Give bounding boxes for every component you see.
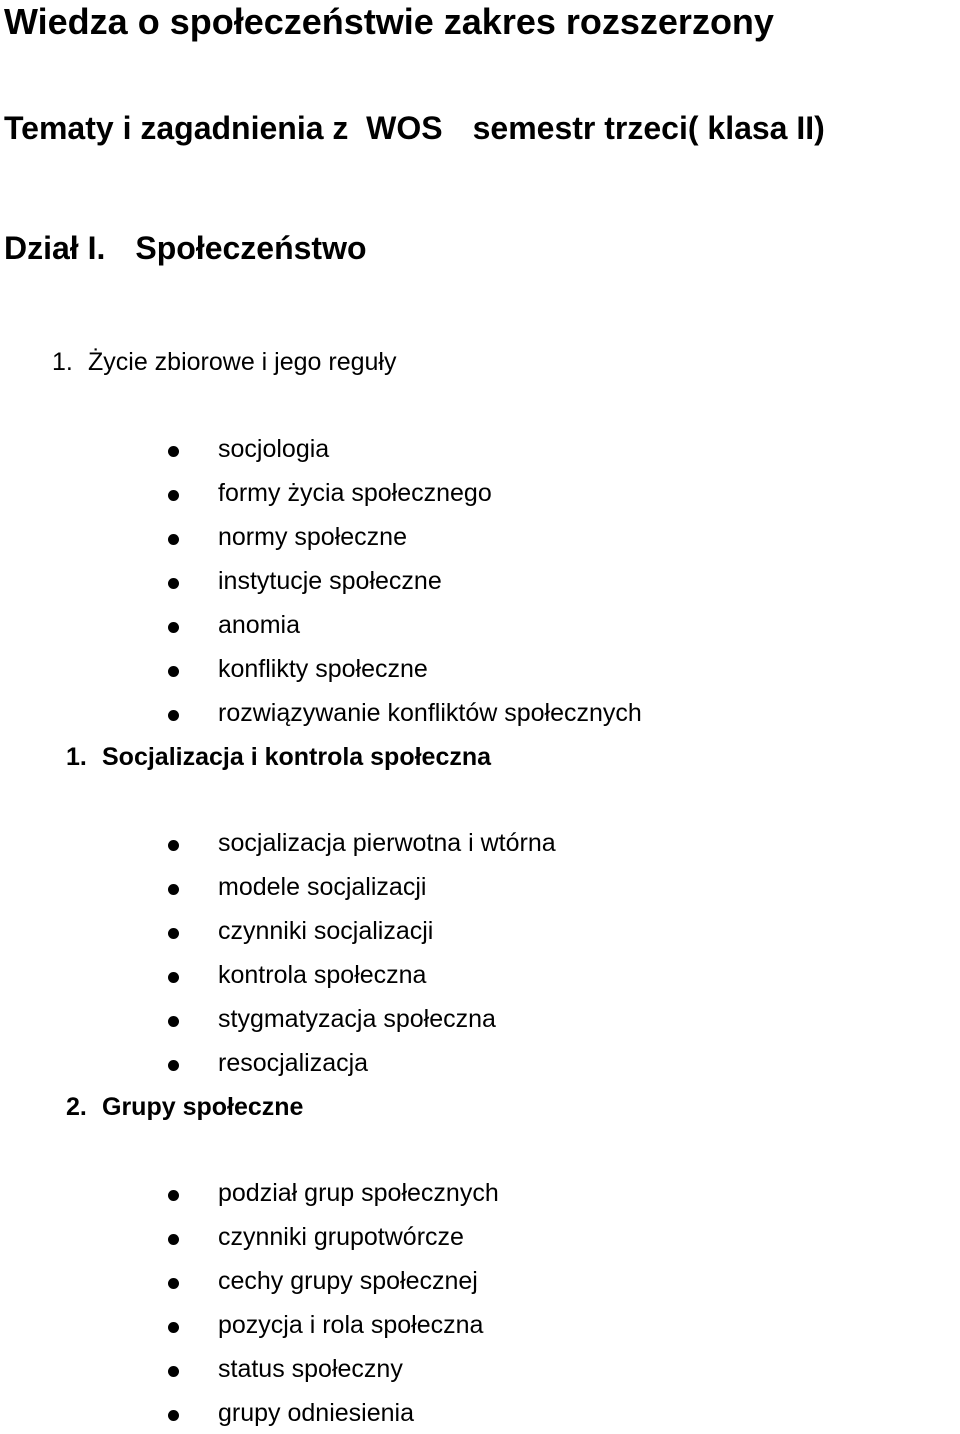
list-item: socjalizacja pierwotna i wtórna bbox=[218, 829, 556, 857]
topic-heading-2 bbox=[66, 745, 491, 770]
bullet-icon bbox=[168, 928, 179, 939]
bullet-icon bbox=[168, 1410, 179, 1421]
topic-title: Grupy społeczne bbox=[102, 1093, 304, 1121]
list-item: instytucje społeczne bbox=[218, 567, 442, 595]
list-item: socjologia bbox=[218, 435, 330, 463]
list-item: pozycja i rola społeczna bbox=[218, 1311, 484, 1339]
list-item: anomia bbox=[218, 611, 300, 639]
bullet-icon bbox=[168, 1016, 179, 1027]
bullet-icon bbox=[168, 884, 179, 895]
list-item: formy życia społecznego bbox=[218, 479, 492, 507]
topic-number: 2. bbox=[66, 1093, 87, 1121]
list-item: konflikty społeczne bbox=[218, 655, 428, 683]
list-item: czynniki socjalizacji bbox=[218, 917, 434, 945]
subtitle-right: semestr trzeci( klasa II) bbox=[472, 110, 825, 146]
bullet-icon bbox=[168, 972, 179, 983]
bullet-icon bbox=[168, 534, 179, 545]
bullet-icon bbox=[168, 446, 179, 457]
topic-number: 1. bbox=[52, 348, 73, 376]
topic-title: Życie zbiorowe i jego reguły bbox=[88, 348, 397, 376]
bullet-icon bbox=[168, 1190, 179, 1201]
list-item: rozwiązywanie konfliktów społecznych bbox=[218, 699, 642, 727]
subtitle-left: Tematy i zagadnienia z WOS bbox=[4, 110, 443, 146]
list-item: grupy odniesienia bbox=[218, 1399, 414, 1427]
bullet-icon bbox=[168, 1234, 179, 1245]
topic-title: Socjalizacja i kontrola społeczna bbox=[102, 743, 492, 771]
document-subtitle bbox=[4, 112, 825, 144]
list-item: resocjalizacja bbox=[218, 1049, 369, 1077]
document-title: Wiedza o społeczeństwie zakres rozszerzony bbox=[4, 1, 774, 42]
bullet-icon bbox=[168, 1322, 179, 1333]
list-item: podział grup społecznych bbox=[218, 1179, 499, 1207]
list-item: czynniki grupotwórcze bbox=[218, 1223, 464, 1251]
bullet-icon bbox=[168, 578, 179, 589]
bullet-icon bbox=[168, 710, 179, 721]
list-item: cechy grupy społecznej bbox=[218, 1267, 478, 1295]
bullet-icon bbox=[168, 622, 179, 633]
bullet-icon bbox=[168, 1366, 179, 1377]
bullet-icon bbox=[168, 1060, 179, 1071]
section-heading bbox=[4, 232, 367, 264]
list-item: normy społeczne bbox=[218, 523, 407, 551]
list-item: modele socjalizacji bbox=[218, 873, 427, 901]
bullet-icon bbox=[168, 840, 179, 851]
list-item: stygmatyzacja społeczna bbox=[218, 1005, 496, 1033]
topic-heading-3 bbox=[66, 1095, 303, 1120]
list-item: status społeczny bbox=[218, 1355, 403, 1383]
bullet-icon bbox=[168, 666, 179, 677]
topic-number: 1. bbox=[66, 743, 87, 771]
bullet-icon bbox=[168, 1278, 179, 1289]
list-item: kontrola społeczna bbox=[218, 961, 427, 989]
section-label: Dział I. bbox=[4, 230, 106, 266]
bullet-icon bbox=[168, 490, 179, 501]
topic-heading-1 bbox=[52, 350, 396, 375]
section-name: Społeczeństwo bbox=[135, 230, 367, 266]
